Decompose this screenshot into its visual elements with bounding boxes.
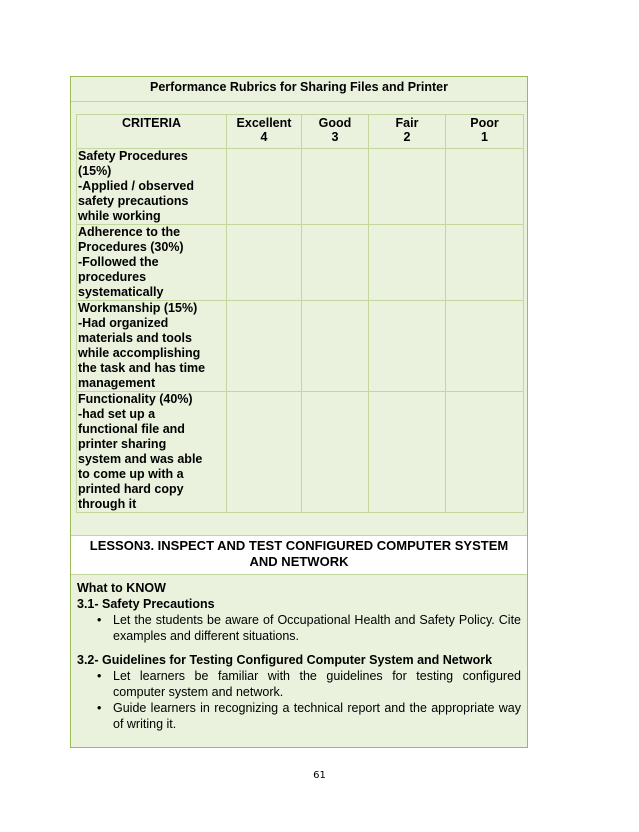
bullet-icon: • bbox=[97, 613, 102, 627]
score-cell bbox=[302, 392, 369, 513]
header-criteria: CRITERIA bbox=[77, 115, 227, 149]
page-number: 61 bbox=[313, 770, 326, 781]
criterion-workmanship: Workmanship (15%) -Had organized materials and tools while accomplishing the task and has time management bbox=[77, 301, 227, 392]
score-cell bbox=[369, 149, 446, 225]
list-item: • Let learners be familiar with the guidelines for testing configured computer system and network. bbox=[97, 669, 521, 699]
score-cell bbox=[369, 392, 446, 513]
list-item: • Let the students be aware of Occupational Health and Safety Policy. Cite examples and different situations. bbox=[97, 613, 521, 643]
score-cell bbox=[302, 149, 369, 225]
list-item: • Guide learners in recognizing a technical report and the appropriate way of writing it. bbox=[97, 701, 521, 731]
lesson-title: LESSON3. INSPECT AND TEST CONFIGURED COMPUTER SYSTEM AND NETWORK bbox=[71, 535, 527, 575]
rubric-header-row bbox=[77, 115, 524, 149]
document-frame bbox=[70, 76, 528, 748]
divider bbox=[71, 101, 527, 102]
score-cell bbox=[227, 225, 302, 301]
score-cell bbox=[446, 301, 524, 392]
score-cell bbox=[446, 225, 524, 301]
section-title: 3.2- Guidelines for Testing Configured Computer System and Network bbox=[77, 653, 493, 667]
rubric-table bbox=[76, 114, 524, 513]
section-title: 3.1- Safety Precautions bbox=[77, 597, 215, 611]
table-row bbox=[77, 225, 524, 301]
header-poor: Poor 1 bbox=[446, 115, 524, 149]
score-cell bbox=[446, 149, 524, 225]
bullet-icon: • bbox=[97, 669, 102, 683]
score-cell bbox=[369, 225, 446, 301]
criterion-functionality: Functionality (40%) -had set up a functional file and printer sharing system and was able to come up with a printed hard copy through it bbox=[77, 392, 227, 513]
bullet-icon: • bbox=[97, 701, 102, 715]
what-to-know-section bbox=[77, 580, 521, 732]
score-cell bbox=[302, 225, 369, 301]
table-row bbox=[77, 301, 524, 392]
header-fair: Fair 2 bbox=[369, 115, 446, 149]
criterion-adherence: Adherence to the Procedures (30%) -Followed the procedures systematically bbox=[77, 225, 227, 301]
score-cell bbox=[227, 301, 302, 392]
score-cell bbox=[227, 149, 302, 225]
table-row bbox=[77, 149, 524, 225]
score-cell bbox=[302, 301, 369, 392]
table-row bbox=[77, 392, 524, 513]
header-excellent: Excellent 4 bbox=[227, 115, 302, 149]
score-cell bbox=[446, 392, 524, 513]
what-to-know-heading: What to KNOW bbox=[77, 581, 166, 595]
criterion-safety: Safety Procedures (15%) -Applied / observed safety precautions while working bbox=[77, 149, 227, 225]
score-cell bbox=[369, 301, 446, 392]
rubric-title: Performance Rubrics for Sharing Files and Printer bbox=[150, 80, 448, 94]
bullet-list bbox=[77, 612, 521, 644]
header-good: Good 3 bbox=[302, 115, 369, 149]
score-cell bbox=[227, 392, 302, 513]
bullet-list bbox=[77, 668, 521, 732]
